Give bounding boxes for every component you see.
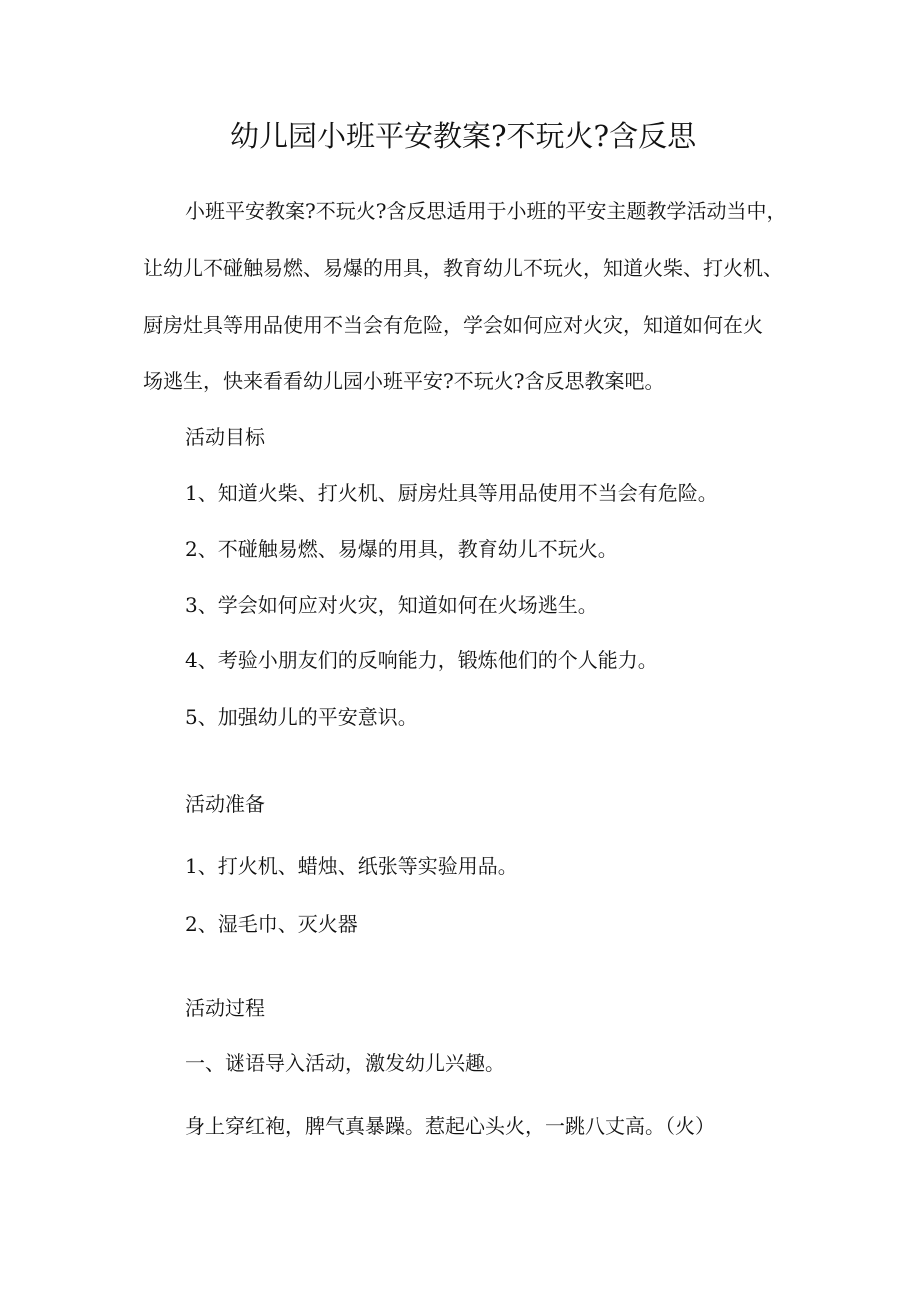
section-heading-process: 活动过程 bbox=[185, 996, 265, 1020]
goal-item: 3、学会如何应对火灾，知道如何在火场逃生。 bbox=[185, 593, 598, 617]
process-item: 身上穿红袍，脾气真暴躁。惹起心头火，一跳八丈高。（火） bbox=[185, 1114, 715, 1138]
section-heading-goals: 活动目标 bbox=[185, 425, 265, 449]
goal-item: 2、不碰触易燃、易爆的用具，教育幼儿不玩火。 bbox=[185, 537, 618, 561]
goal-item: 4、考验小朋友们的反响能力，锻炼他们的个人能力。 bbox=[185, 648, 658, 672]
intro-line: 厨房灶具等用品使用不当会有危险，学会如何应对火灾，知道如何在火 bbox=[143, 313, 763, 337]
section-heading-prep: 活动准备 bbox=[185, 792, 265, 816]
process-item: 一、谜语导入活动，激发幼儿兴趣。 bbox=[185, 1051, 505, 1075]
prep-item: 2、湿毛巾、灭火器 bbox=[185, 912, 358, 936]
prep-item: 1、打火机、蜡烛、纸张等实验用品。 bbox=[185, 854, 518, 878]
document-title: 幼儿园小班平安教案?不玩火?含反思 bbox=[230, 119, 697, 153]
goal-item: 1、知道火柴、打火机、厨房灶具等用品使用不当会有危险。 bbox=[185, 481, 718, 505]
intro-line: 小班平安教案?不玩火?含反思适用于小班的平安主题教学活动当中， bbox=[185, 199, 787, 223]
intro-line: 让幼儿不碰触易燃、易爆的用具，教育幼儿不玩火，知道火柴、打火机、 bbox=[143, 256, 783, 280]
intro-line: 场逃生，快来看看幼儿园小班平安?不玩火?含反思教案吧。 bbox=[143, 369, 665, 393]
goal-item: 5、加强幼儿的平安意识。 bbox=[185, 705, 418, 729]
